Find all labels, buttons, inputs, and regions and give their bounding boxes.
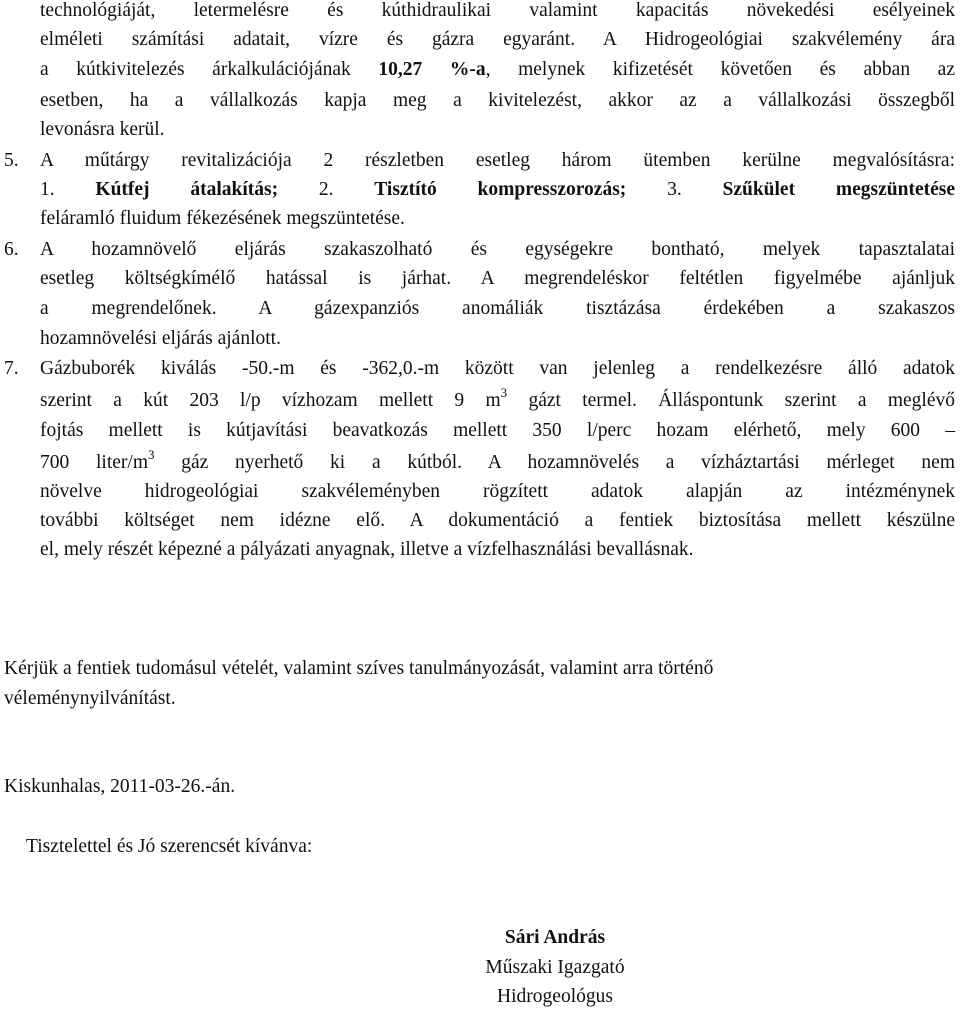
para4-line-2: elméleti számítási adatait, vízre és gázra egyaránt. A Hidrogeológiai szakvélemény ára xyxy=(40,29,955,50)
para6-line-4: hozamnövelési eljárás ajánlott. xyxy=(40,328,281,349)
step-1-num: 1. xyxy=(40,179,96,200)
para7-line-2 xyxy=(40,384,955,414)
item-5-number: 5. xyxy=(4,150,19,171)
greeting: Tisztelettel és Jó szerencsét kívánva: xyxy=(26,836,313,857)
step-2-label: Tisztító kompresszorozás; xyxy=(374,179,627,200)
para6-line-3: a megrendelőnek. A gázexpanziós anomáliák tisztázása érdekében a szakaszos xyxy=(40,298,955,319)
para4-line-3 xyxy=(40,57,955,83)
para5-line-2 xyxy=(40,177,955,203)
para4-line-4: esetben, ha a vállalkozás kapja meg a kivitelezést, akkor az a vállalkozási összegből xyxy=(40,90,955,111)
para7-line-7: el, mely részét képezné a pályázati anyagnak, illetve a vízfelhasználási bevallásnak. xyxy=(40,539,694,560)
para5-line-3: feláramló fluidum fékezésének megszüntetése. xyxy=(40,208,405,229)
para7-line-5: növelve hidrogeológiai szakvéleményben rögzített adatok alapján az intézménynek xyxy=(40,481,955,502)
signer-title: Műszaki Igazgató xyxy=(485,957,625,978)
signer-profession: Hidrogeológus xyxy=(497,986,613,1007)
step-1-label: Kútfej átalakítás; xyxy=(95,179,279,200)
place-date: Kiskunhalas, 2011-03-26.-án. xyxy=(4,776,236,797)
superscript-3: 3 xyxy=(500,384,508,400)
superscript-3: 3 xyxy=(148,446,155,462)
para4-line-1: technológiáját, letermelésre és kúthidraulikai valamint kapacitás növekedési esélyeinek xyxy=(40,0,955,21)
step-3-label: Szűkület megszüntetése xyxy=(722,179,955,200)
para4-line-3c: , melynek kifizetését követően és abban az xyxy=(485,59,955,80)
para7-line-2b: gázt termel. Álláspontunk szerint a meglévő xyxy=(507,390,955,411)
para7-line-4b: gáz nyerhető ki a kútból. A hozamnövelés a vízháztartási mérleget nem xyxy=(154,452,955,473)
step-2-num: 2. xyxy=(278,179,375,200)
para6-line-2: esetleg költségkímélő hatással is járhat. A megrendeléskor feltétlen figyelmébe ajánljuk xyxy=(40,268,955,289)
para7-line-3: fojtás mellett is kútjavítási beavatkozás mellett 350 l/perc hozam elérhető, mely 600 – xyxy=(40,420,955,441)
para5-line-1: A műtárgy revitalizációja 2 részletben esetleg három ütemben kerülne megvalósításra: xyxy=(40,150,955,171)
para6-line-1: A hozamnövelő eljárás szakaszolható és egységekre bontható, melyek tapasztalatai xyxy=(40,239,955,260)
para7-line-2a: szerint a kút 203 l/p vízhozam mellett 9 m xyxy=(40,390,501,411)
closing-line-2: véleménynyilvánítást. xyxy=(4,688,176,709)
para7-line-1: Gázbuborék kiválás -50.-m és -362,0.-m között van jelenleg a rendelkezésre álló adatok xyxy=(40,358,955,379)
price-percent: 10,27 %-a xyxy=(378,59,486,80)
para7-line-4a: 700 liter/m xyxy=(40,452,148,473)
closing-line-1: Kérjük a fentiek tudomásul vételét, valamint szíves tanulmányozását, valamint arra történő xyxy=(4,658,714,679)
para4-line-3a: a kútkivitelezés árkalkulációjának xyxy=(40,59,379,80)
para4-line-5: levonásra kerül. xyxy=(40,119,165,140)
item-6-number: 6. xyxy=(4,239,19,260)
item-7-number: 7. xyxy=(4,358,19,379)
para7-line-6: további költséget nem idézne elő. A dokumentáció a fentiek biztosítása mellett készülne xyxy=(40,510,955,531)
signer-name: Sári András xyxy=(504,927,606,948)
step-3-num: 3. xyxy=(626,179,723,200)
para7-line-4 xyxy=(40,446,955,476)
